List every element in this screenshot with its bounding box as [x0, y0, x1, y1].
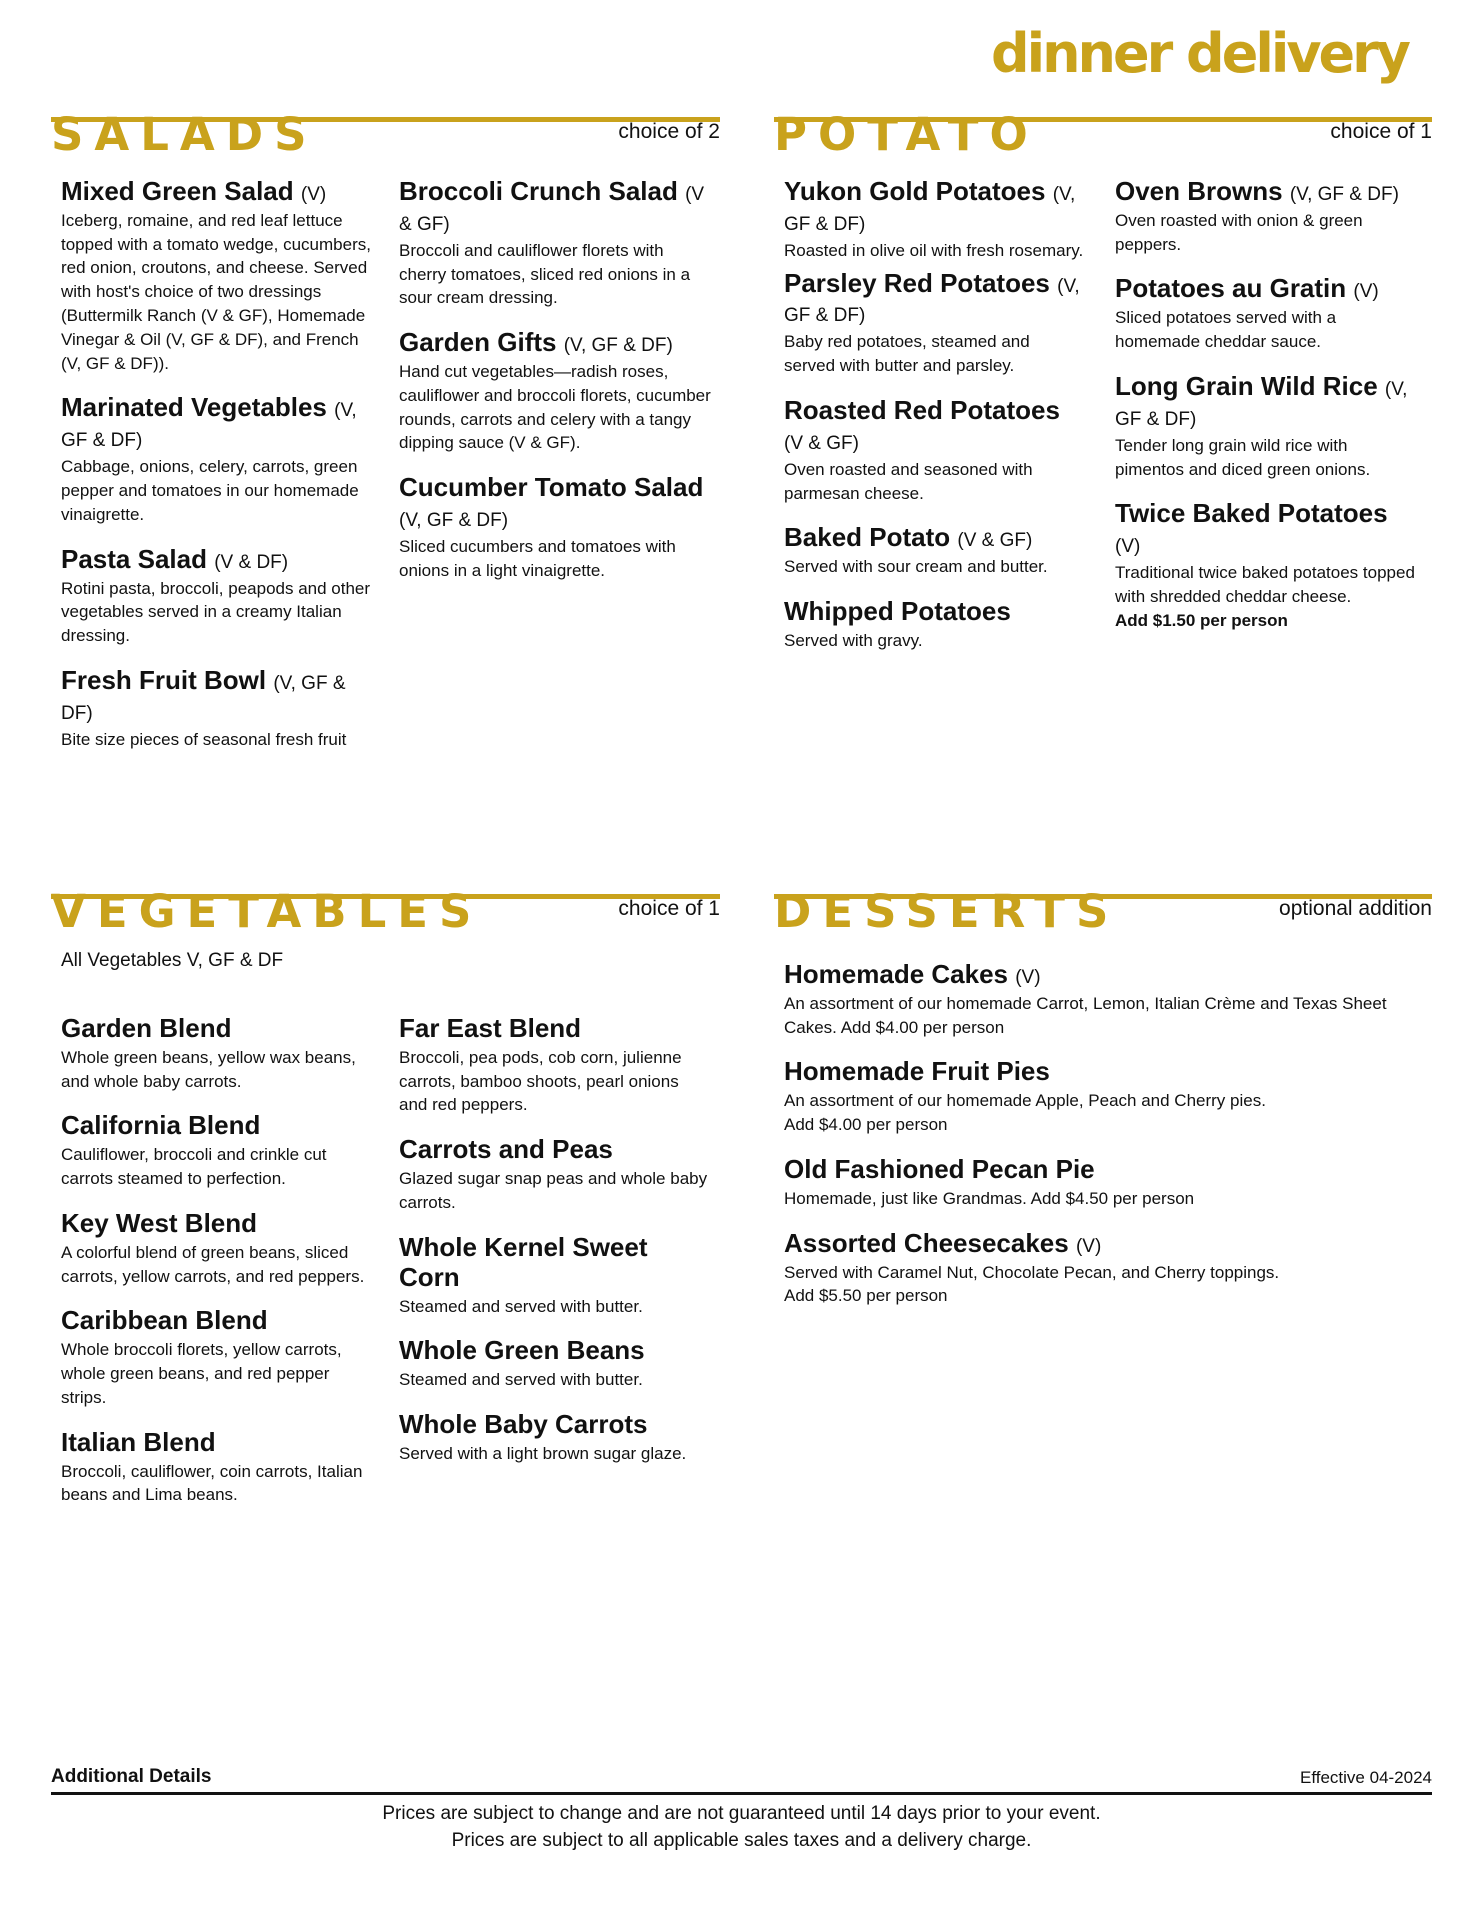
vegetables-header: [51, 885, 720, 943]
menu-item: Whole Green Beans Steamed and served with butter.: [399, 1335, 645, 1390]
potato-title: POTATO: [774, 108, 1039, 161]
menu-item: Italian Blend Broccoli, cauliflower, coin carrots, Italian beans and Lima beans.: [61, 1426, 363, 1505]
menu-item: Broccoli Crunch Salad (V & GF) Broccoli and cauliflower florets with cherry tomatoes, sliced red onions in a sour cream dressing.: [399, 176, 705, 308]
menu-item: Roasted Red Potatoes (V & GF) Oven roasted and seasoned with parmesan cheese.: [784, 394, 1060, 503]
menu-item: Oven Browns (V, GF & DF) Oven roasted with onion & green peppers.: [1115, 176, 1399, 254]
desserts-choice: optional addition: [1279, 897, 1432, 920]
menu-item: Fresh Fruit Bowl (V, GF & DF) Bite size pieces of seasonal fresh fruit: [61, 664, 347, 749]
menu-item: Pasta Salad (V & DF) Rotini pasta, broccoli, peapods and other vegetables served in a creamy Italian dressing.: [61, 543, 371, 646]
menu-item: Garden Gifts (V, GF & DF) Hand cut vegetables—radish roses, cauliflower and broccoli florets, cucumber rounds, carrots and celery with a tangy dipping sauce (V & GF).: [399, 327, 711, 453]
vegetables-choice: choice of 1: [618, 897, 720, 920]
menu-item: Homemade Cakes (V) An assortment of our homemade Carrot, Lemon, Italian Crème and Texas Sheet Cakes. Add $4.00 per person: [784, 959, 1387, 1037]
desserts-title: DESSERTS: [774, 885, 1120, 938]
menu-item: Mixed Green Salad (V) Iceberg, romaine, and red leaf lettuce topped with a tomato wedge, cucumbers, red onion, croutons, and cheese. Served with host's choice of two dressings (Buttermilk Ranch (V & GF), Homemade Vinegar & Oil (V, GF & DF), and French (V, GF & DF)).: [61, 176, 371, 373]
menu-item: Assorted Cheesecakes (V) Served with Caramel Nut, Chocolate Pecan, and Cherry toppings. Add $5.50 per person: [784, 1227, 1280, 1306]
footer-title: Additional Details: [51, 1766, 212, 1787]
menu-item: Key West Blend A colorful blend of green beans, sliced carrots, yellow carrots, and red peppers.: [61, 1207, 365, 1286]
salads-section: [51, 108, 720, 757]
vegetables-title: VEGETABLES: [51, 885, 483, 938]
footer-header: [51, 1764, 1432, 1795]
salads-title: SALADS: [51, 108, 318, 161]
menu-item: Potatoes au Gratin (V) Sliced potatoes served with a homemade cheddar sauce.: [1115, 273, 1379, 352]
menu-item: Far East Blend Broccoli, pea pods, cob corn, julienne carrots, bamboo shoots, pearl onions and red peppers.: [399, 1013, 682, 1115]
vegetables-note: All Vegetables V, GF & DF: [61, 950, 284, 971]
menu-item: Yukon Gold Potatoes (V, GF & DF) Roasted in olive oil with fresh rosemary.: [784, 176, 1084, 260]
potato-section: [774, 108, 1432, 757]
menu-item: Caribbean Blend Whole broccoli florets, yellow carrots, whole green beans, and red pepper strips.: [61, 1305, 342, 1407]
menu-item: Twice Baked Potatoes (V) Traditional twice baked potatoes topped with shredded cheddar cheese. Add $1.50 per person: [1115, 499, 1415, 632]
vegetables-column-1: [61, 1014, 373, 1525]
salads-header: [51, 108, 720, 166]
potato-choice: choice of 1: [1330, 120, 1432, 143]
desserts-column: [784, 960, 1424, 1326]
menu-item: Whipped Potatoes Served with gravy.: [784, 596, 1011, 650]
menu-item: California Blend Cauliflower, broccoli and crinkle cut carrots steamed to perfection.: [61, 1110, 327, 1189]
footer-line-2: Prices are subject to all applicable sales taxes and a delivery charge.: [451, 1829, 1032, 1851]
salads-column-2: [399, 177, 711, 601]
desserts-header: [774, 885, 1432, 943]
menu-item: Old Fashioned Pecan Pie Homemade, just like Grandmas. Add $4.50 per person: [784, 1153, 1195, 1208]
menu-item: Marinated Vegetables (V, GF & DF) Cabbage, onions, celery, carrots, green pepper and tomatoes in our homemade vinaigrette.: [61, 392, 359, 524]
potato-header: [774, 108, 1432, 166]
footer: [51, 1764, 1432, 1854]
desserts-section: [774, 885, 1432, 1394]
vegetables-section: [51, 885, 720, 1534]
menu-item: Baked Potato (V & GF) Served with sour cream and butter.: [784, 522, 1048, 577]
brand-title: dinner delivery: [990, 22, 1408, 85]
menu-item: Parsley Red Potatoes (V, GF & DF) Baby red potatoes, steamed and served with butter and parsley.: [784, 267, 1080, 376]
menu-item: Homemade Fruit Pies An assortment of our homemade Apple, Peach and Cherry pies. Add $4.00 per person: [784, 1056, 1266, 1135]
salads-column-1: [61, 177, 371, 770]
menu-item: Long Grain Wild Rice (V, GF & DF) Tender long grain wild rice with pimentos and diced green onions.: [1115, 370, 1408, 479]
menu-item: Whole Baby Carrots Served with a light brown sugar glaze.: [399, 1409, 687, 1463]
menu-item: Carrots and Peas Glazed sugar snap peas and whole baby carrots.: [399, 1134, 708, 1212]
price-note: Add $1.50 per person: [1115, 610, 1288, 630]
menu-item: Cucumber Tomato Salad (V, GF & DF) Sliced cucumbers and tomatoes with onions in a light vinaigrette.: [399, 472, 704, 580]
menu-item: Garden Blend Whole green beans, yellow wax beans, and whole baby carrots.: [61, 1013, 356, 1091]
salads-choice: choice of 2: [618, 120, 720, 143]
menu-item: Whole Kernel Sweet Corn Steamed and served with butter.: [399, 1231, 648, 1316]
footer-line-1: Prices are subject to change and are not guaranteed until 14 days prior to your event.: [382, 1803, 1101, 1824]
effective-date: Effective 04-2024: [1300, 1768, 1432, 1787]
vegetables-column-2: [399, 1014, 711, 1484]
potato-column-2: [1115, 177, 1415, 651]
potato-column-1: [784, 177, 1084, 671]
